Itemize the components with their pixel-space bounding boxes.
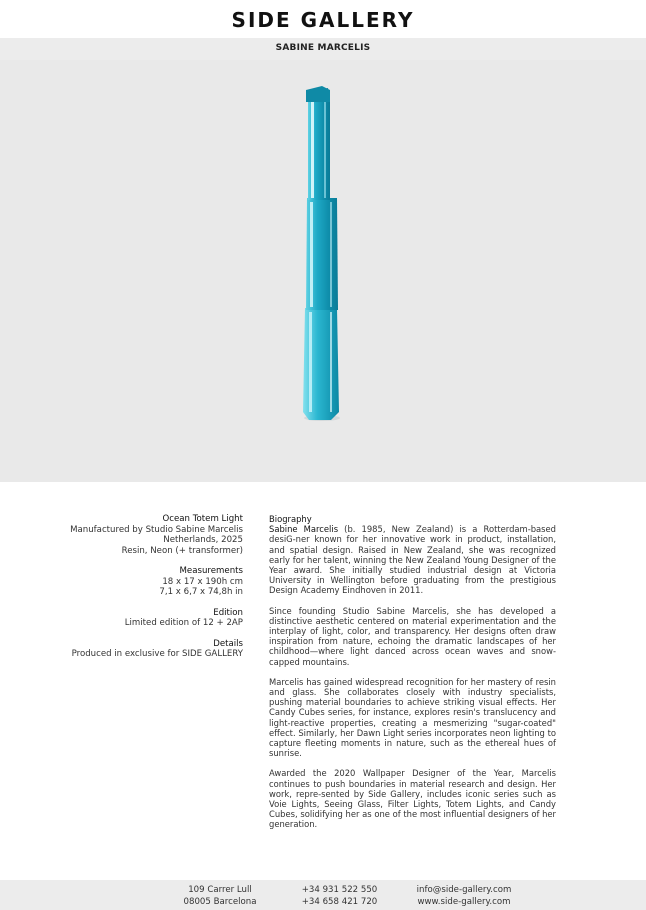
- phone-1[interactable]: +34 931 522 550: [301, 885, 378, 895]
- artwork-image-area: [0, 60, 646, 482]
- artwork-title: Ocean Totem Light: [162, 514, 243, 524]
- biography-paragraph-3: Marcelis has gained widespread recognition for her mastery of resin and glass. She collaborates closely with industry specialists, pushing material boundaries to achieve striking visual effects. Her Candy Cubes series, for instance, explores resin's translucency and light-reactive properties, creating a mesmerizing "sugar-coated" effect. Similarly, her Dawn Light series incorporates neon lighting to capture fleeting moments in nature, such as the ethereal hues of sunrise.: [269, 676, 556, 759]
- origin: Netherlands, 2025: [163, 535, 243, 545]
- manufacturer: Manufactured by Studio Sabine Marcelis: [70, 524, 243, 535]
- biography: [269, 514, 556, 840]
- email-link[interactable]: info@side-gallery.com: [416, 885, 512, 895]
- footer-address: [175, 884, 265, 908]
- footer-contact: [405, 884, 523, 908]
- address-line-1: 109 Carrer Lull: [188, 885, 252, 895]
- artist-bar: [0, 38, 646, 60]
- details-heading: Details: [213, 638, 243, 649]
- edition-heading: Edition: [213, 607, 243, 618]
- materials: Resin, Neon (+ transformer): [121, 545, 243, 556]
- biography-paragraph-4: Awarded the 2020 Wallpaper Designer of the Year, Marcelis continues to push boundaries in material research and design. Her work, repre-sented by Side Gallery, includes iconic series such as Voie Lights, Seeing Glass, Filter Lights, Totem Lights, and Candy Cubes, solidifying her as one of the most influential designers of her generation.: [269, 768, 556, 830]
- biography-heading: Biography: [269, 514, 312, 524]
- measurements-heading: Measurements: [179, 566, 243, 576]
- edition: Limited edition of 12 + 2AP: [124, 618, 243, 628]
- footer-phones: [292, 884, 387, 908]
- ocean-totem-light-image: [0, 60, 646, 482]
- biography-paragraph-1: [269, 524, 556, 595]
- artist-name: SABINE MARCELIS: [275, 43, 371, 53]
- details-text: Produced in exclusive for SIDE GALLERY: [71, 649, 243, 659]
- measurements-in: 7,1 x 6,7 x 74,8h in: [159, 587, 243, 597]
- biography-lead-name: Sabine Marcelis: [269, 524, 339, 535]
- phone-2[interactable]: +34 658 421 720: [301, 897, 378, 907]
- header: [0, 0, 646, 38]
- website-link[interactable]: www.side-gallery.com: [417, 897, 511, 907]
- biography-paragraph-2: Since founding Studio Sabine Marcelis, she has developed a distinctive aesthetic centered on material experimentation and the interplay of light, color, and transparency. Her designs often draw inspiration from nature, echoing the dramatic landscapes of her childhood—where light danced across ocean waves and snow-capped mountains.: [269, 605, 556, 667]
- artwork-details: [40, 514, 243, 670]
- biography-text-1: (b. 1985, New Zealand) is a Rotterdam-based desiG-ner known for her innovative work in product, installation, and spatial design. Raised in New Zealand, she was recognized early for her talent, winning the New Zealand Young Designer of the Year award. She initially studied industrial design at Victoria University in Wellington before graduating from the prestigious Design Academy Eindhoven in 2011.: [269, 524, 557, 596]
- address-line-2: 08005 Barcelona: [183, 897, 257, 907]
- gallery-logo: SIDE GALLERY: [231, 8, 415, 32]
- footer: [0, 880, 646, 910]
- measurements-cm: 18 x 17 x 190h cm: [162, 576, 243, 587]
